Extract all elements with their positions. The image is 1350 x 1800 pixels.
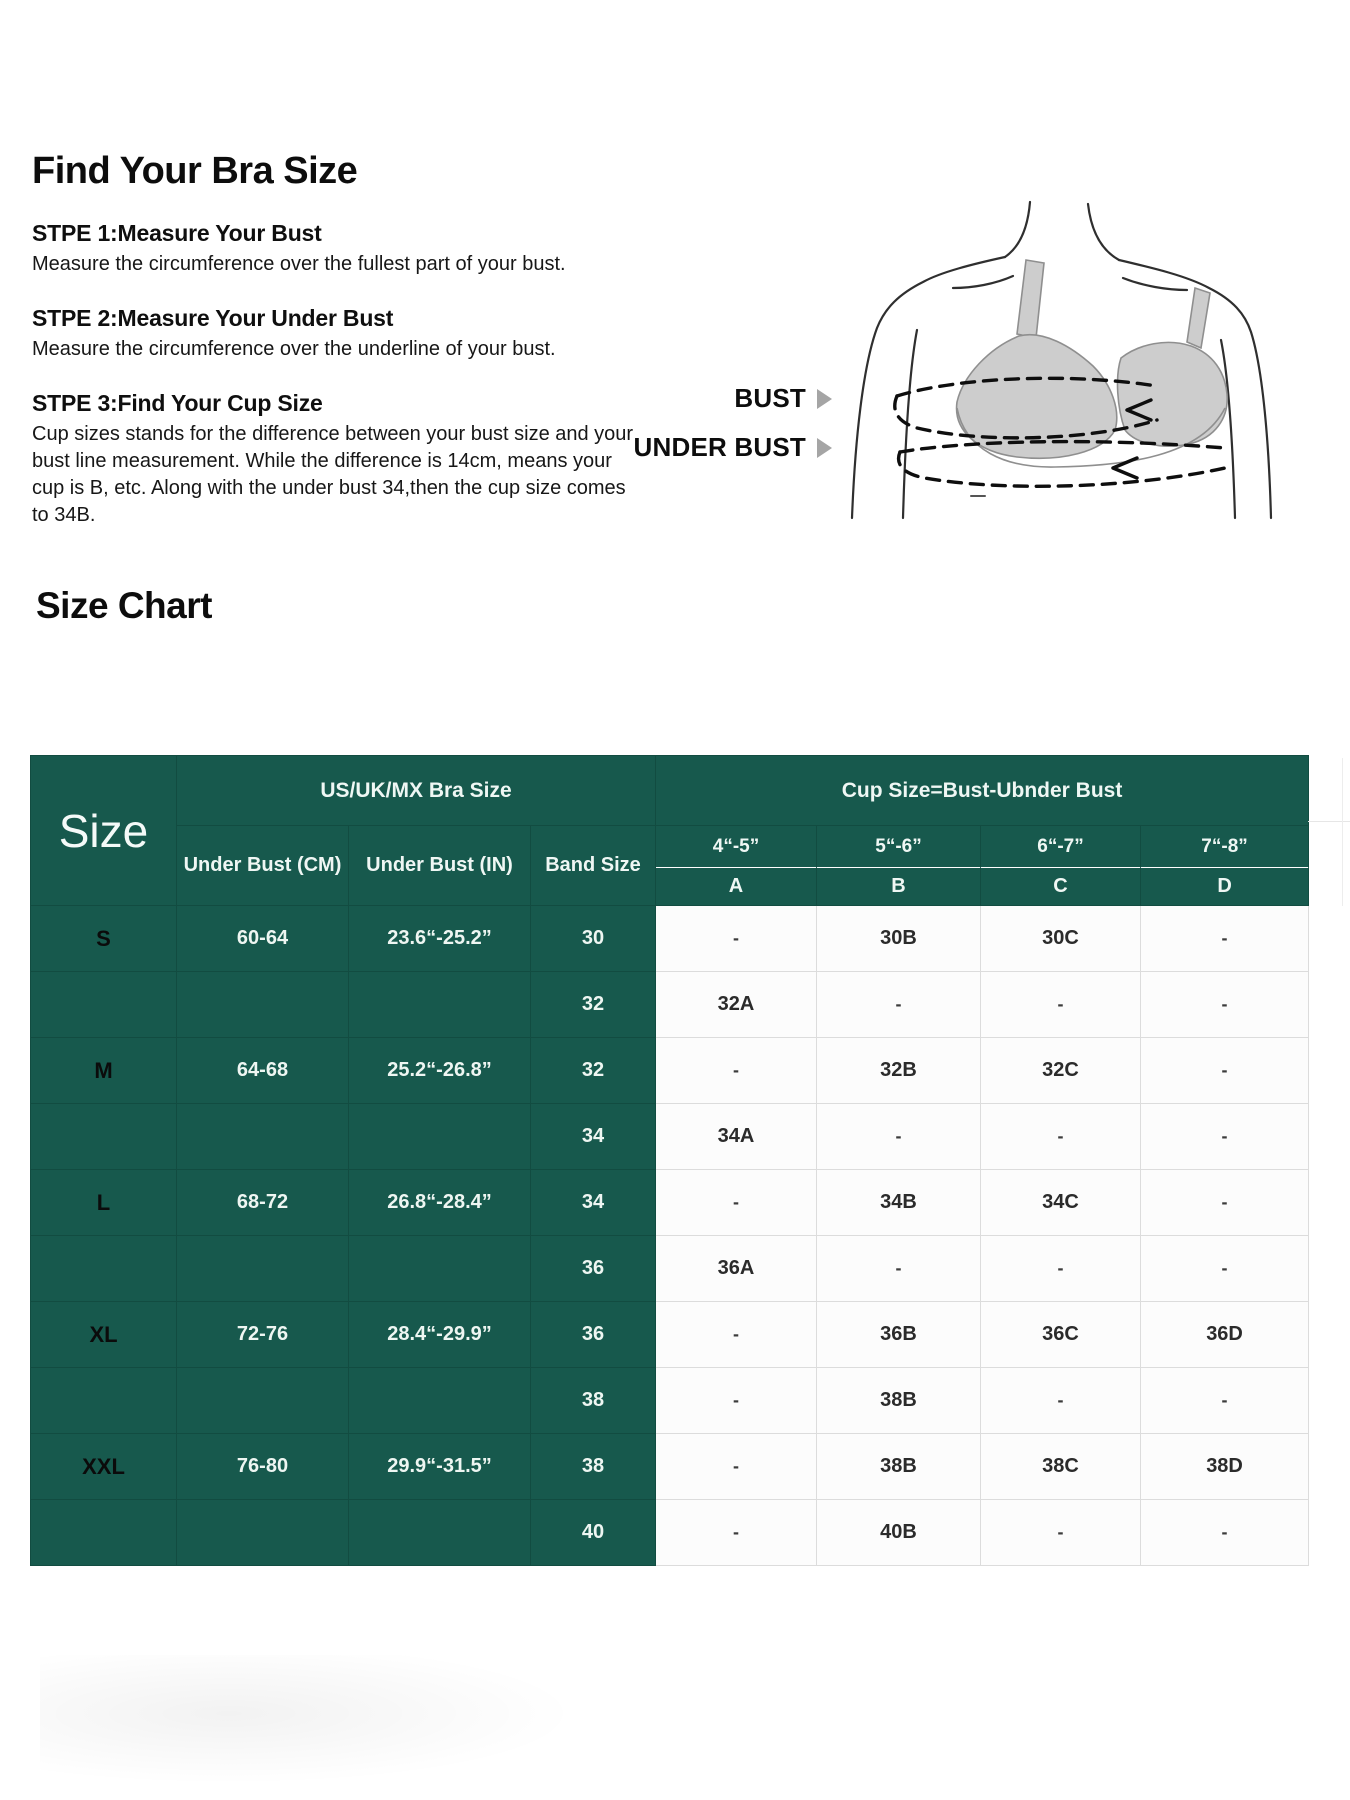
step-2 [32,305,644,363]
size-cell: S [31,906,177,972]
cup-size-cell: - [1141,1236,1309,1302]
under-bust-arrow-icon [817,438,832,458]
header-cup-range-c: 6“-7” [981,826,1141,868]
under-bust-cm-cell [177,1104,349,1170]
page-title: Find Your Bra Size [32,150,358,192]
under-bust-in-cell [349,1104,531,1170]
cup-size-cell: - [656,1302,817,1368]
cup-size-cell: - [1141,906,1309,972]
bra-strap-left [1017,260,1044,338]
cup-size-cell: - [656,1434,817,1500]
step-1-heading: STPE 1:Measure Your Bust [32,220,322,246]
cup-size-cell: - [981,1500,1141,1566]
under-bust-in-cell [349,972,531,1038]
step-2-heading: STPE 2:Measure Your Under Bust [32,305,394,331]
cup-size-cell: - [817,972,981,1038]
cup-size-cell: - [656,1038,817,1104]
cup-size-cell: 40B [817,1500,981,1566]
under-bust-in-cell: 29.9“-31.5” [349,1434,531,1500]
cup-size-cell: - [656,1368,817,1434]
table-row [31,1302,1309,1368]
size-cell [31,972,177,1038]
cup-size-cell: - [1141,1104,1309,1170]
table-row [31,1500,1309,1566]
bust-label-row [560,383,832,414]
cup-size-cell: - [1141,972,1309,1038]
cup-size-cell: 38B [817,1434,981,1500]
under-bust-cm-cell [177,1236,349,1302]
table-row [31,1368,1309,1434]
size-cell [31,1500,177,1566]
under-bust-label: UNDER BUST [633,432,806,462]
bra-strap-right [1187,288,1210,348]
page-shadow-smudge [40,1655,580,1785]
under-bust-in-cell [349,1368,531,1434]
header-cup-letter-d: D [1141,868,1309,906]
step-1-text: Measure the circumference over the fullest part of your bust. [32,253,566,275]
size-cell [31,1368,177,1434]
header-under-bust-in: Under Bust (IN) [349,826,531,906]
size-chart-title: Size Chart [36,585,212,626]
grid-extension-line-horizontal [1308,821,1350,822]
bra-cup-left [957,335,1117,459]
cup-size-cell: 38B [817,1368,981,1434]
cup-size-cell: - [981,1368,1141,1434]
cup-size-cell: 36A [656,1236,817,1302]
band-size-cell: 32 [531,972,656,1038]
header-cup-letter-a: A [656,868,817,906]
band-size-cell: 38 [531,1434,656,1500]
cup-size-cell: - [981,1236,1141,1302]
header-cup-range-a: 4“-5” [656,826,817,868]
cup-size-cell: 32C [981,1038,1141,1104]
step-3-text: Cup sizes stands for the difference between your bust size and your bust line measurement. While the difference is 14cm, means your cup is B, etc. Along with the under bust 34,then the cup size comes to 34B. [32,423,634,526]
table-row [31,1170,1309,1236]
header-cup-range-b: 5“-6” [817,826,981,868]
cup-size-cell: 30C [981,906,1141,972]
header-size: Size [31,756,177,906]
step-2-text: Measure the circumference over the underline of your bust. [32,338,556,360]
cup-size-cell: - [817,1236,981,1302]
header-bra-size-group: US/UK/MX Bra Size [177,756,656,826]
under-bust-in-cell: 23.6“-25.2” [349,906,531,972]
size-cell [31,1236,177,1302]
band-size-cell: 32 [531,1038,656,1104]
under-bust-cm-cell: 68-72 [177,1170,349,1236]
size-cell: XL [31,1302,177,1368]
under-bust-cm-cell: 72-76 [177,1302,349,1368]
size-cell: XXL [31,1434,177,1500]
under-bust-in-cell: 25.2“-26.8” [349,1038,531,1104]
bra-measurement-diagram [805,200,1300,530]
cup-size-cell: - [1141,1500,1309,1566]
band-size-cell: 38 [531,1368,656,1434]
size-cell: M [31,1038,177,1104]
header-cup-range-d: 7“-8” [1141,826,1309,868]
cup-size-cell: 34C [981,1170,1141,1236]
under-bust-in-cell [349,1236,531,1302]
band-size-cell: 30 [531,906,656,972]
under-bust-cm-cell: 60-64 [177,906,349,972]
band-size-cell: 34 [531,1104,656,1170]
band-size-cell: 36 [531,1302,656,1368]
cup-size-cell: - [656,1170,817,1236]
cup-size-cell: 32B [817,1038,981,1104]
step-3 [32,390,644,529]
cup-size-cell: - [981,1104,1141,1170]
header-cup-letter-b: B [817,868,981,906]
cup-size-cell: 36D [1141,1302,1309,1368]
table-row [31,906,1309,972]
cup-size-cell: 34A [656,1104,817,1170]
cup-size-cell: 32A [656,972,817,1038]
cup-size-cell: - [656,906,817,972]
under-bust-in-cell: 26.8“-28.4” [349,1170,531,1236]
under-bust-in-cell [349,1500,531,1566]
cup-size-cell: 36B [817,1302,981,1368]
under-bust-cm-cell: 64-68 [177,1038,349,1104]
table-row [31,1038,1309,1104]
band-size-cell: 40 [531,1500,656,1566]
table-row [31,1434,1309,1500]
step-1 [32,220,644,278]
cup-size-cell: - [1141,1038,1309,1104]
cup-size-cell: - [981,972,1141,1038]
header-cup-letter-c: C [981,868,1141,906]
cup-size-cell: 30B [817,906,981,972]
cup-size-cell: - [817,1104,981,1170]
table-row [31,972,1309,1038]
size-chart-table [30,755,1309,1566]
bust-label: BUST [734,383,806,413]
cup-size-cell: 38C [981,1434,1141,1500]
cup-size-cell: - [656,1500,817,1566]
cup-size-cell: - [1141,1368,1309,1434]
under-bust-cm-cell [177,972,349,1038]
band-size-cell: 36 [531,1236,656,1302]
under-bust-cm-cell: 76-80 [177,1434,349,1500]
size-cell: L [31,1170,177,1236]
header-under-bust-cm: Under Bust (CM) [177,826,349,906]
cup-size-cell: 36C [981,1302,1141,1368]
table-row [31,1236,1309,1302]
bust-arrow-icon [817,389,832,409]
under-bust-cm-cell [177,1500,349,1566]
bra-cup-right [1118,342,1228,446]
cup-size-cell: - [1141,1170,1309,1236]
under-bust-label-row [560,432,832,463]
header-cup-size-group: Cup Size=Bust-Ubnder Bust [656,756,1309,826]
under-bust-cm-cell [177,1368,349,1434]
band-size-cell: 34 [531,1170,656,1236]
size-cell [31,1104,177,1170]
step-3-heading: STPE 3:Find Your Cup Size [32,390,323,416]
cup-size-cell: 38D [1141,1434,1309,1500]
under-bust-in-cell: 28.4“-29.9” [349,1302,531,1368]
cup-size-cell: 34B [817,1170,981,1236]
measure-steps [32,220,644,556]
header-band-size: Band Size [531,826,656,906]
table-row [31,1104,1309,1170]
grid-extension-line-vertical [1342,758,1343,906]
